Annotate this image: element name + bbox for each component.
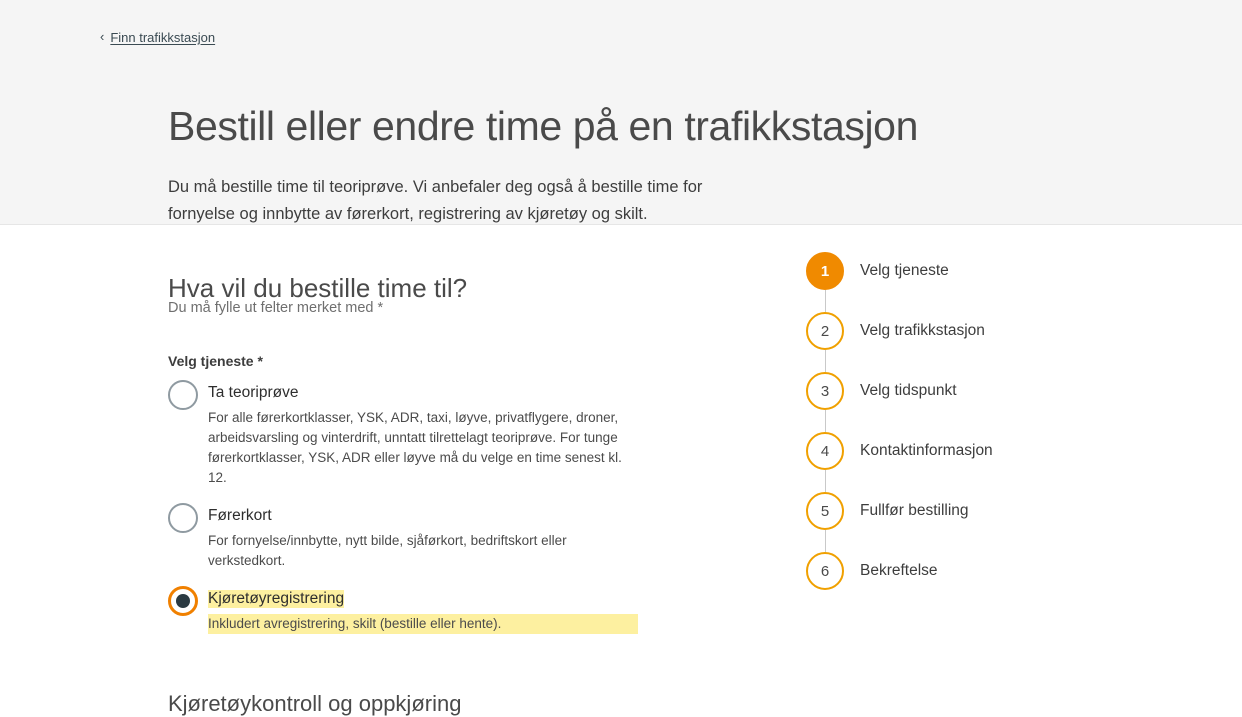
page-intro-text: Du må bestille time til teoriprøve. Vi anbefaler deg også å bestille time for fornyelse og innbytte av førerkort, registrering av kjøretøy og skilt.: [168, 177, 703, 223]
step-label: Bekreftelse: [860, 562, 938, 579]
option-label: Kjøretøyregistrering: [208, 590, 345, 607]
stepper-step-4[interactable]: [806, 432, 1106, 492]
form-section-title: Hva vil du bestille time til?: [168, 272, 468, 303]
stepper-step-1[interactable]: [806, 252, 1106, 312]
stepper-step-6[interactable]: [806, 552, 1106, 612]
step-number-badge: 1: [806, 252, 844, 290]
progress-stepper: [806, 252, 1106, 612]
step-connector-line: [825, 290, 827, 312]
breadcrumb-link-finn-trafikkstasjon[interactable]: Finn trafikkstasjon: [110, 30, 216, 45]
step-label: Velg trafikkstasjon: [860, 322, 985, 339]
step-number-badge: 4: [806, 432, 844, 470]
radio-icon[interactable]: [168, 586, 198, 616]
step-connector-line: [825, 410, 827, 432]
step-label: Velg tjeneste: [860, 262, 949, 279]
option-description: Inkludert avregistrering, skilt (bestille eller hente).: [208, 614, 638, 634]
field-label-velg-tjeneste: Velg tjeneste *: [168, 353, 263, 369]
step-number-badge: 6: [806, 552, 844, 590]
chevron-left-icon: ‹: [100, 29, 105, 44]
radio-icon[interactable]: [168, 380, 198, 410]
step-number-badge: 3: [806, 372, 844, 410]
option-label: Ta teoriprøve: [208, 384, 299, 401]
step-connector-line: [825, 470, 827, 492]
option-description: For alle førerkortklasser, YSK, ADR, taxi, løyve, privatflygere, droner, arbeidsvarsling og vinterdrift, unntatt tilrettelagt teoriprøve. For tunge førerkortklasser, YSK, ADR eller løyve må du velge en time senest kl. 12.: [208, 410, 622, 485]
option-label: Førerkort: [208, 507, 272, 524]
option-description: For fornyelse/innbytte, nytt bilde, sjåførkort, bedriftskort eller verkstedkort.: [208, 533, 567, 568]
step-label: Velg tidspunkt: [860, 382, 957, 399]
step-connector-line: [825, 530, 827, 552]
stepper-step-5[interactable]: [806, 492, 1106, 552]
required-fields-note: Du må fylle ut felter merket med *: [168, 300, 384, 316]
step-label: Fullfør bestilling: [860, 502, 969, 519]
breadcrumb: [100, 30, 215, 45]
stepper-step-3[interactable]: [806, 372, 1106, 432]
step-label: Kontaktinformasjon: [860, 442, 993, 459]
step-connector-line: [825, 350, 827, 372]
step-number-badge: 5: [806, 492, 844, 530]
radio-selected-dot: [176, 594, 190, 608]
form-subsection-title: Kjøretøykontroll og oppkjøring: [168, 691, 462, 717]
stepper-step-2[interactable]: [806, 312, 1106, 372]
step-number-badge: 2: [806, 312, 844, 350]
radio-icon[interactable]: [168, 503, 198, 533]
page-title: Bestill eller endre time på en trafikkstasjon: [168, 103, 918, 150]
